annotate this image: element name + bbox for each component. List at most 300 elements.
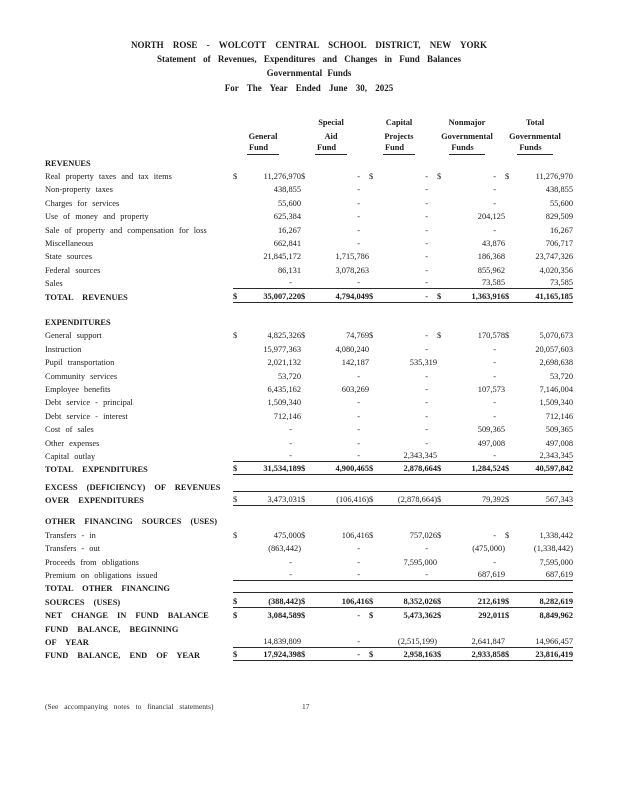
row-label: TOTAL REVENUES [45, 292, 128, 302]
column-header: Nonmajor [448, 118, 486, 128]
amount-group [369, 382, 437, 395]
amount-value: 55,600 [549, 198, 573, 208]
row-label: Capital outlay [45, 451, 96, 461]
amount-group [301, 541, 369, 554]
amount-group [369, 647, 437, 661]
amount-cell [437, 315, 505, 328]
amount-value: 53,720 [277, 371, 301, 381]
amount-group [369, 461, 437, 475]
amount-group [437, 368, 505, 381]
column-header: Governmental [509, 131, 561, 141]
amount-value: (388,442) [268, 596, 301, 606]
amount-group [505, 608, 573, 621]
amount-group [369, 554, 437, 567]
amount-value: - [493, 398, 496, 408]
spacer-row [45, 303, 573, 315]
currency-symbol: $ [369, 331, 374, 341]
amount-value: 11,276,970 [263, 172, 301, 182]
amount-cell [505, 315, 573, 328]
amount-group [301, 249, 369, 262]
table-row [45, 341, 573, 354]
amount-cell [301, 422, 369, 435]
amount-value: - [357, 650, 360, 660]
amount-group [505, 554, 573, 567]
amount-value: - [357, 557, 360, 567]
amount-group [437, 461, 505, 475]
amount-cell [505, 276, 573, 289]
amount-cell [301, 462, 369, 475]
amount-cell [505, 608, 573, 621]
table-row [45, 554, 573, 567]
amount-group [437, 315, 505, 328]
amount-value: (863,442) [268, 544, 301, 554]
amount-value: - [425, 438, 428, 448]
amount-cell [233, 289, 301, 302]
amount-value: - [289, 438, 292, 448]
amount-group [437, 647, 505, 661]
amount-cell [233, 209, 301, 222]
amount-value: (106,416) [336, 495, 369, 505]
amount-group [437, 275, 505, 289]
amount-value: 509,365 [477, 425, 505, 435]
amount-value: - [357, 198, 360, 208]
amount-group [233, 527, 301, 540]
amount-group [301, 435, 369, 448]
amount-cell [369, 355, 437, 368]
amount-group [505, 155, 573, 168]
amount-cell [233, 608, 301, 621]
amount-group [301, 288, 369, 302]
column-header: Projects [384, 131, 414, 141]
amount-group [437, 567, 505, 581]
amount-cell [437, 209, 505, 222]
amount-cell [437, 568, 505, 581]
amount-cell [437, 262, 505, 275]
table-row [45, 222, 573, 235]
amount-cell [369, 541, 437, 554]
amount-value: 1,363,916 [471, 291, 505, 301]
amount-group [301, 647, 369, 661]
amount-value: 40,597,842 [535, 464, 573, 474]
amount-cell [233, 368, 301, 381]
amount-cell [233, 449, 301, 462]
table-row [45, 209, 573, 222]
amount-group [233, 647, 301, 661]
amount-cell [369, 222, 437, 235]
amount-value: 3,078,263 [335, 265, 369, 275]
amount-group [505, 209, 573, 222]
column-headers [45, 115, 573, 156]
amount-cell [369, 514, 437, 527]
amount-group [233, 554, 301, 567]
amount-value: - [493, 358, 496, 368]
amount-value: 687,619 [477, 570, 505, 580]
amount-cell [301, 276, 369, 289]
amount-group [233, 541, 301, 554]
amount-group [437, 634, 505, 648]
amount-value: 74,769 [345, 331, 369, 341]
table-row [45, 395, 573, 408]
amount-cell [369, 368, 437, 381]
amount-group [369, 448, 437, 462]
amount-group [233, 155, 301, 168]
amount-cell [505, 462, 573, 475]
amount-cell [369, 554, 437, 567]
amount-cell [505, 169, 573, 182]
amount-value: - [357, 450, 360, 460]
amount-group [233, 328, 301, 341]
column-header-underlined-label: Fund [247, 143, 279, 155]
amount-value: - [493, 411, 496, 421]
amount-cell [437, 236, 505, 249]
amount-group [233, 567, 301, 581]
amount-group [369, 195, 437, 208]
amount-group [437, 182, 505, 195]
amount-value: - [425, 544, 428, 554]
amount-group [505, 541, 573, 554]
amount-cell [505, 209, 573, 222]
amount-cell [233, 648, 301, 661]
amount-group [437, 382, 505, 395]
amount-cell [505, 262, 573, 275]
amount-value: 4,794,049 [335, 291, 369, 301]
amount-value: 662,841 [273, 239, 301, 249]
amount-value: - [493, 530, 496, 540]
amount-cell [369, 195, 437, 208]
amount-cell [301, 195, 369, 208]
row-label: Cost of sales [45, 425, 94, 435]
amount-group [437, 262, 505, 275]
amount-cell [369, 608, 437, 621]
amount-cell [505, 527, 573, 540]
currency-symbol: $ [301, 650, 306, 660]
amount-value: 7,595,000 [403, 557, 437, 567]
row-label: EXPENDITURES [45, 318, 111, 327]
amount-cell [301, 635, 369, 648]
table-row [45, 289, 573, 302]
amount-cell [505, 182, 573, 195]
amount-value: 3,084,589 [267, 611, 301, 621]
amount-group [437, 527, 505, 540]
amount-group [301, 328, 369, 341]
amount-group [233, 236, 301, 249]
amount-value: 43,876 [481, 239, 505, 249]
amount-group [369, 527, 437, 540]
amount-value: 31,534,189 [263, 464, 301, 474]
amount-value: 4,080,240 [335, 344, 369, 354]
amount-cell [505, 422, 573, 435]
amount-cell [233, 236, 301, 249]
amount-group [369, 169, 437, 182]
amount-cell [301, 568, 369, 581]
amount-value: - [493, 185, 496, 195]
amount-value: 7,146,004 [539, 384, 573, 394]
amount-cell [437, 169, 505, 182]
amount-cell [505, 195, 573, 208]
amount-group [301, 341, 369, 354]
amount-value: 535,319 [409, 358, 437, 368]
table-row [45, 449, 573, 462]
amount-group [369, 435, 437, 448]
amount-cell [301, 435, 369, 448]
amount-group [233, 608, 301, 621]
amount-value: 20,057,603 [535, 344, 573, 354]
row-label: FUND BALANCE, BEGINNING [45, 624, 179, 634]
amount-group [301, 355, 369, 368]
currency-symbol: $ [437, 611, 442, 621]
table-row [45, 648, 573, 661]
amount-value: 106,416 [341, 596, 369, 606]
table-row [45, 315, 573, 328]
amount-cell [301, 493, 369, 506]
amount-value: 86,131 [277, 265, 301, 275]
amount-value: 23,747,326 [535, 252, 573, 262]
currency-symbol: $ [505, 464, 510, 474]
currency-symbol: $ [233, 650, 238, 660]
amount-group [233, 592, 301, 607]
amount-group [301, 448, 369, 462]
amount-cell [437, 594, 505, 607]
amount-value: 55,600 [277, 198, 301, 208]
amount-group [437, 408, 505, 421]
amount-group [369, 249, 437, 262]
amount-value: - [425, 198, 428, 208]
amount-group [505, 288, 573, 302]
amount-value: 829,509 [545, 212, 573, 222]
table-row [45, 195, 573, 208]
currency-symbol: $ [233, 291, 238, 301]
amount-group [505, 567, 573, 581]
amount-group [505, 491, 573, 506]
amount-group [369, 155, 437, 168]
amount-group [233, 182, 301, 195]
amount-group [505, 527, 573, 540]
row-label: TOTAL OTHER FINANCING [45, 584, 170, 594]
amount-value: - [357, 544, 360, 554]
amount-cell [369, 209, 437, 222]
amount-value: - [425, 212, 428, 222]
currency-symbol: $ [369, 172, 374, 182]
amount-value: 41,165,185 [535, 291, 573, 301]
amount-cell [301, 368, 369, 381]
amount-group [233, 249, 301, 262]
amount-group [505, 262, 573, 275]
amount-group [505, 382, 573, 395]
amount-cell [437, 635, 505, 648]
amount-value: 438,855 [273, 185, 301, 195]
amount-group [369, 288, 437, 302]
row-label: Real property taxes and tax items [45, 172, 172, 182]
amount-group [369, 236, 437, 249]
amount-group [233, 355, 301, 368]
amount-cell [301, 262, 369, 275]
amount-cell [369, 182, 437, 195]
row-label: Sales [45, 279, 63, 289]
amount-value: 509,365 [545, 425, 573, 435]
amount-value: - [425, 331, 428, 341]
amount-value: 1,509,340 [539, 398, 573, 408]
amount-cell [233, 382, 301, 395]
row-label: Debt service - interest [45, 411, 128, 421]
amount-cell [437, 408, 505, 421]
currency-symbol: $ [505, 596, 510, 606]
amount-value: 15,977,363 [263, 344, 301, 354]
amount-cell [505, 341, 573, 354]
amount-cell [437, 289, 505, 302]
table-row [45, 568, 573, 581]
amount-group [233, 341, 301, 354]
table-row [45, 594, 573, 607]
amount-cell [369, 462, 437, 475]
row-label: EXCESS (DEFICIENCY) OF REVENUES [45, 482, 221, 492]
page-number: 17 [302, 702, 310, 711]
amount-cell [369, 493, 437, 506]
currency-symbol: $ [437, 650, 442, 660]
amount-group [505, 249, 573, 262]
amount-group [437, 249, 505, 262]
amount-value: 73,585 [549, 278, 573, 288]
currency-symbol: $ [301, 530, 306, 540]
document-title: NORTH ROSE - WOLCOTT CENTRAL SCHOOL DISTRICT, NEW YORK [130, 40, 487, 50]
amount-group [369, 608, 437, 621]
amount-group [437, 169, 505, 182]
amount-cell [369, 648, 437, 661]
amount-value: 53,720 [549, 371, 573, 381]
column-header: Total [525, 118, 545, 128]
amount-value: 2,933,858 [471, 650, 505, 660]
column-header [233, 142, 301, 156]
amount-group [233, 315, 301, 328]
table-row [45, 276, 573, 289]
amount-group [301, 236, 369, 249]
amount-cell [437, 527, 505, 540]
amount-value: 292,011 [478, 611, 505, 621]
amount-cell [233, 395, 301, 408]
amount-value: 11,276,970 [535, 172, 573, 182]
amount-value: 6,435,162 [267, 384, 301, 394]
amount-value: 79,392 [481, 495, 505, 505]
amount-value: 4,020,356 [539, 265, 573, 275]
row-label: Community services [45, 371, 118, 381]
column-header-underlined-label: Fund [315, 143, 347, 155]
amount-value: 2,878,664 [403, 464, 437, 474]
amount-group [437, 341, 505, 354]
row-label: Non-property taxes [45, 185, 113, 195]
amount-value: - [493, 344, 496, 354]
amount-group [301, 262, 369, 275]
amount-group [505, 182, 573, 195]
amount-group [369, 514, 437, 527]
amount-cell [233, 435, 301, 448]
currency-symbol: $ [505, 331, 510, 341]
amount-group [369, 262, 437, 275]
table-row [45, 527, 573, 540]
row-label: FUND BALANCE, END OF YEAR [45, 651, 201, 661]
table-row [45, 382, 573, 395]
amount-cell [301, 155, 369, 168]
amount-cell [233, 341, 301, 354]
amount-cell [369, 568, 437, 581]
currency-symbol: $ [233, 331, 238, 341]
amount-value: (1,338,442) [533, 544, 573, 554]
statement-table [45, 115, 573, 662]
amount-group [301, 491, 369, 506]
amount-group [369, 491, 437, 506]
amount-value: - [357, 636, 360, 646]
amount-value: 106,416 [341, 530, 369, 540]
amount-cell [233, 621, 301, 634]
amount-cell [301, 608, 369, 621]
amount-value: - [357, 239, 360, 249]
amount-cell [233, 462, 301, 475]
amount-group [437, 395, 505, 408]
amount-cell [437, 382, 505, 395]
amount-group [301, 461, 369, 475]
amount-group [505, 368, 573, 381]
amount-value: - [357, 212, 360, 222]
row-label: NET CHANGE IN FUND BALANCE [45, 611, 209, 621]
amount-group [369, 315, 437, 328]
amount-cell [369, 408, 437, 421]
column-header-underlined-label: Funds [449, 143, 484, 155]
amount-cell [369, 395, 437, 408]
amount-value: 23,816,419 [535, 650, 573, 660]
amount-cell [233, 249, 301, 262]
currency-symbol: $ [369, 611, 374, 621]
column-header-row [45, 115, 573, 129]
amount-value: - [425, 344, 428, 354]
amount-cell [505, 368, 573, 381]
amount-cell [437, 648, 505, 661]
spacer-cell [45, 506, 573, 514]
amount-group [233, 514, 301, 527]
amount-value: 186,368 [477, 252, 505, 262]
amount-cell [505, 514, 573, 527]
currency-symbol: $ [437, 464, 442, 474]
amount-value: - [289, 425, 292, 435]
currency-symbol: $ [437, 172, 442, 182]
amount-value: (2,515,199) [397, 636, 437, 646]
column-header: General [248, 131, 278, 141]
amount-cell [233, 182, 301, 195]
amount-cell [505, 621, 573, 634]
amount-value: 16,267 [549, 225, 573, 235]
amount-group [437, 155, 505, 168]
currency-symbol: $ [505, 530, 510, 540]
amount-group [437, 222, 505, 235]
amount-cell [301, 341, 369, 354]
amount-cell [369, 289, 437, 302]
stub-header [45, 128, 233, 142]
amount-cell [437, 395, 505, 408]
currency-symbol: $ [505, 291, 510, 301]
currency-symbol: $ [233, 530, 238, 540]
row-label: OTHER FINANCING SOURCES (USES) [45, 517, 218, 527]
amount-group [505, 355, 573, 368]
amount-group [301, 315, 369, 328]
amount-value: (475,000) [472, 544, 505, 554]
currency-symbol: $ [301, 596, 306, 606]
table-row [45, 249, 573, 262]
amount-value: 497,008 [477, 438, 505, 448]
amount-group [301, 395, 369, 408]
amount-cell [369, 422, 437, 435]
amount-value: - [357, 411, 360, 421]
amount-cell [437, 155, 505, 168]
amount-value: 5,070,673 [539, 331, 573, 341]
amount-group [233, 209, 301, 222]
amount-value: 757,026 [409, 530, 437, 540]
